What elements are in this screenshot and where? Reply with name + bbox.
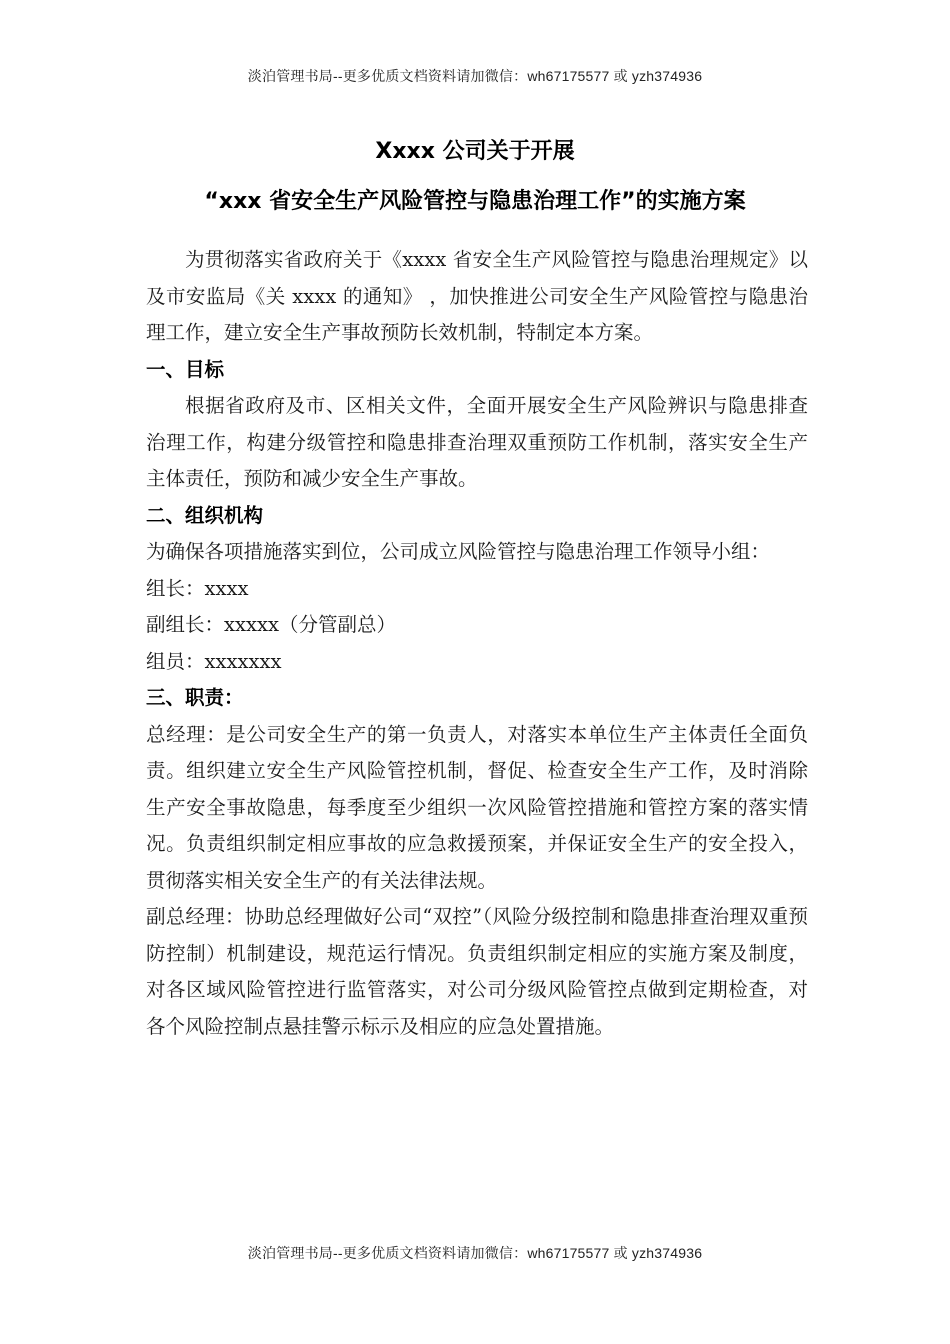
page-header: 淡泊管理书局--更多优质文档资料请加微信：wh67175577 或 yzh374936 xyxy=(247,68,703,84)
group-deputy-leader: 副组长：xxxxx（分管副总） xyxy=(146,613,396,636)
goal-heading: 一、目标 xyxy=(146,357,225,381)
document-body xyxy=(146,242,808,1045)
organization-paragraph: 为确保各项措施落实到位，公司成立风险管控与隐患治理工作领导小组： xyxy=(146,540,771,563)
goal-paragraph: 根据省政府及市、区相关文件，全面开展安全生产风险辨识与隐患排查治理工作，构建分级管控和隐患排查治理双重预防工作机制，落实安全生产主体责任，预防和减少安全生产事故。 xyxy=(146,394,808,490)
duties-heading: 三、职责： xyxy=(146,686,244,709)
deputy-general-manager-duty: 副总经理：协助总经理做好公司“双控”（风险分级控制和隐患排查治理双重预防控制）机制建设，规范运行情况。负责组织制定相应的实施方案及制度，对各区域风险管控进行监管落实，对公司分级风险管控点做到定期检查，对各个风险控制点悬挂警示标示及相应的应急处置措施。 xyxy=(146,905,808,1038)
document-title-line-1: Xxxx 公司关于开展 xyxy=(375,139,575,164)
intro-paragraph: 为贯彻落实省政府关于《xxxx 省安全生产风险管控与隐患治理规定》以及市安监局《关 xxxx 的通知》 ，加快推进公司安全生产风险管控与隐患治理工作，建立安全生产事故预防长效机制，特制定本方案。 xyxy=(146,248,808,344)
organization-heading: 二、组织机构 xyxy=(146,503,264,527)
general-manager-duty: 总经理：是公司安全生产的第一负责人，对落实本单位生产主体责任全面负责。组织建立安全生产风险管控机制，督促、检查安全生产工作，及时消除生产安全事故隐患，每季度至少组织一次风险管控措施和管控方案的落实情况。负责组织制定相应事故的应急救援预案，并保证安全生产的安全投入，贯彻落实相关安全生产的有关法律法规。 xyxy=(146,722,808,892)
group-members: 组员：xxxxxxx xyxy=(146,649,282,673)
group-leader: 组长：xxxx xyxy=(146,576,249,600)
page-footer: 淡泊管理书局--更多优质文档资料请加微信：wh67175577 或 yzh374936 xyxy=(247,1245,703,1261)
document-title-line-2: “xxx 省安全生产风险管控与隐患治理工作”的实施方案 xyxy=(204,189,746,214)
